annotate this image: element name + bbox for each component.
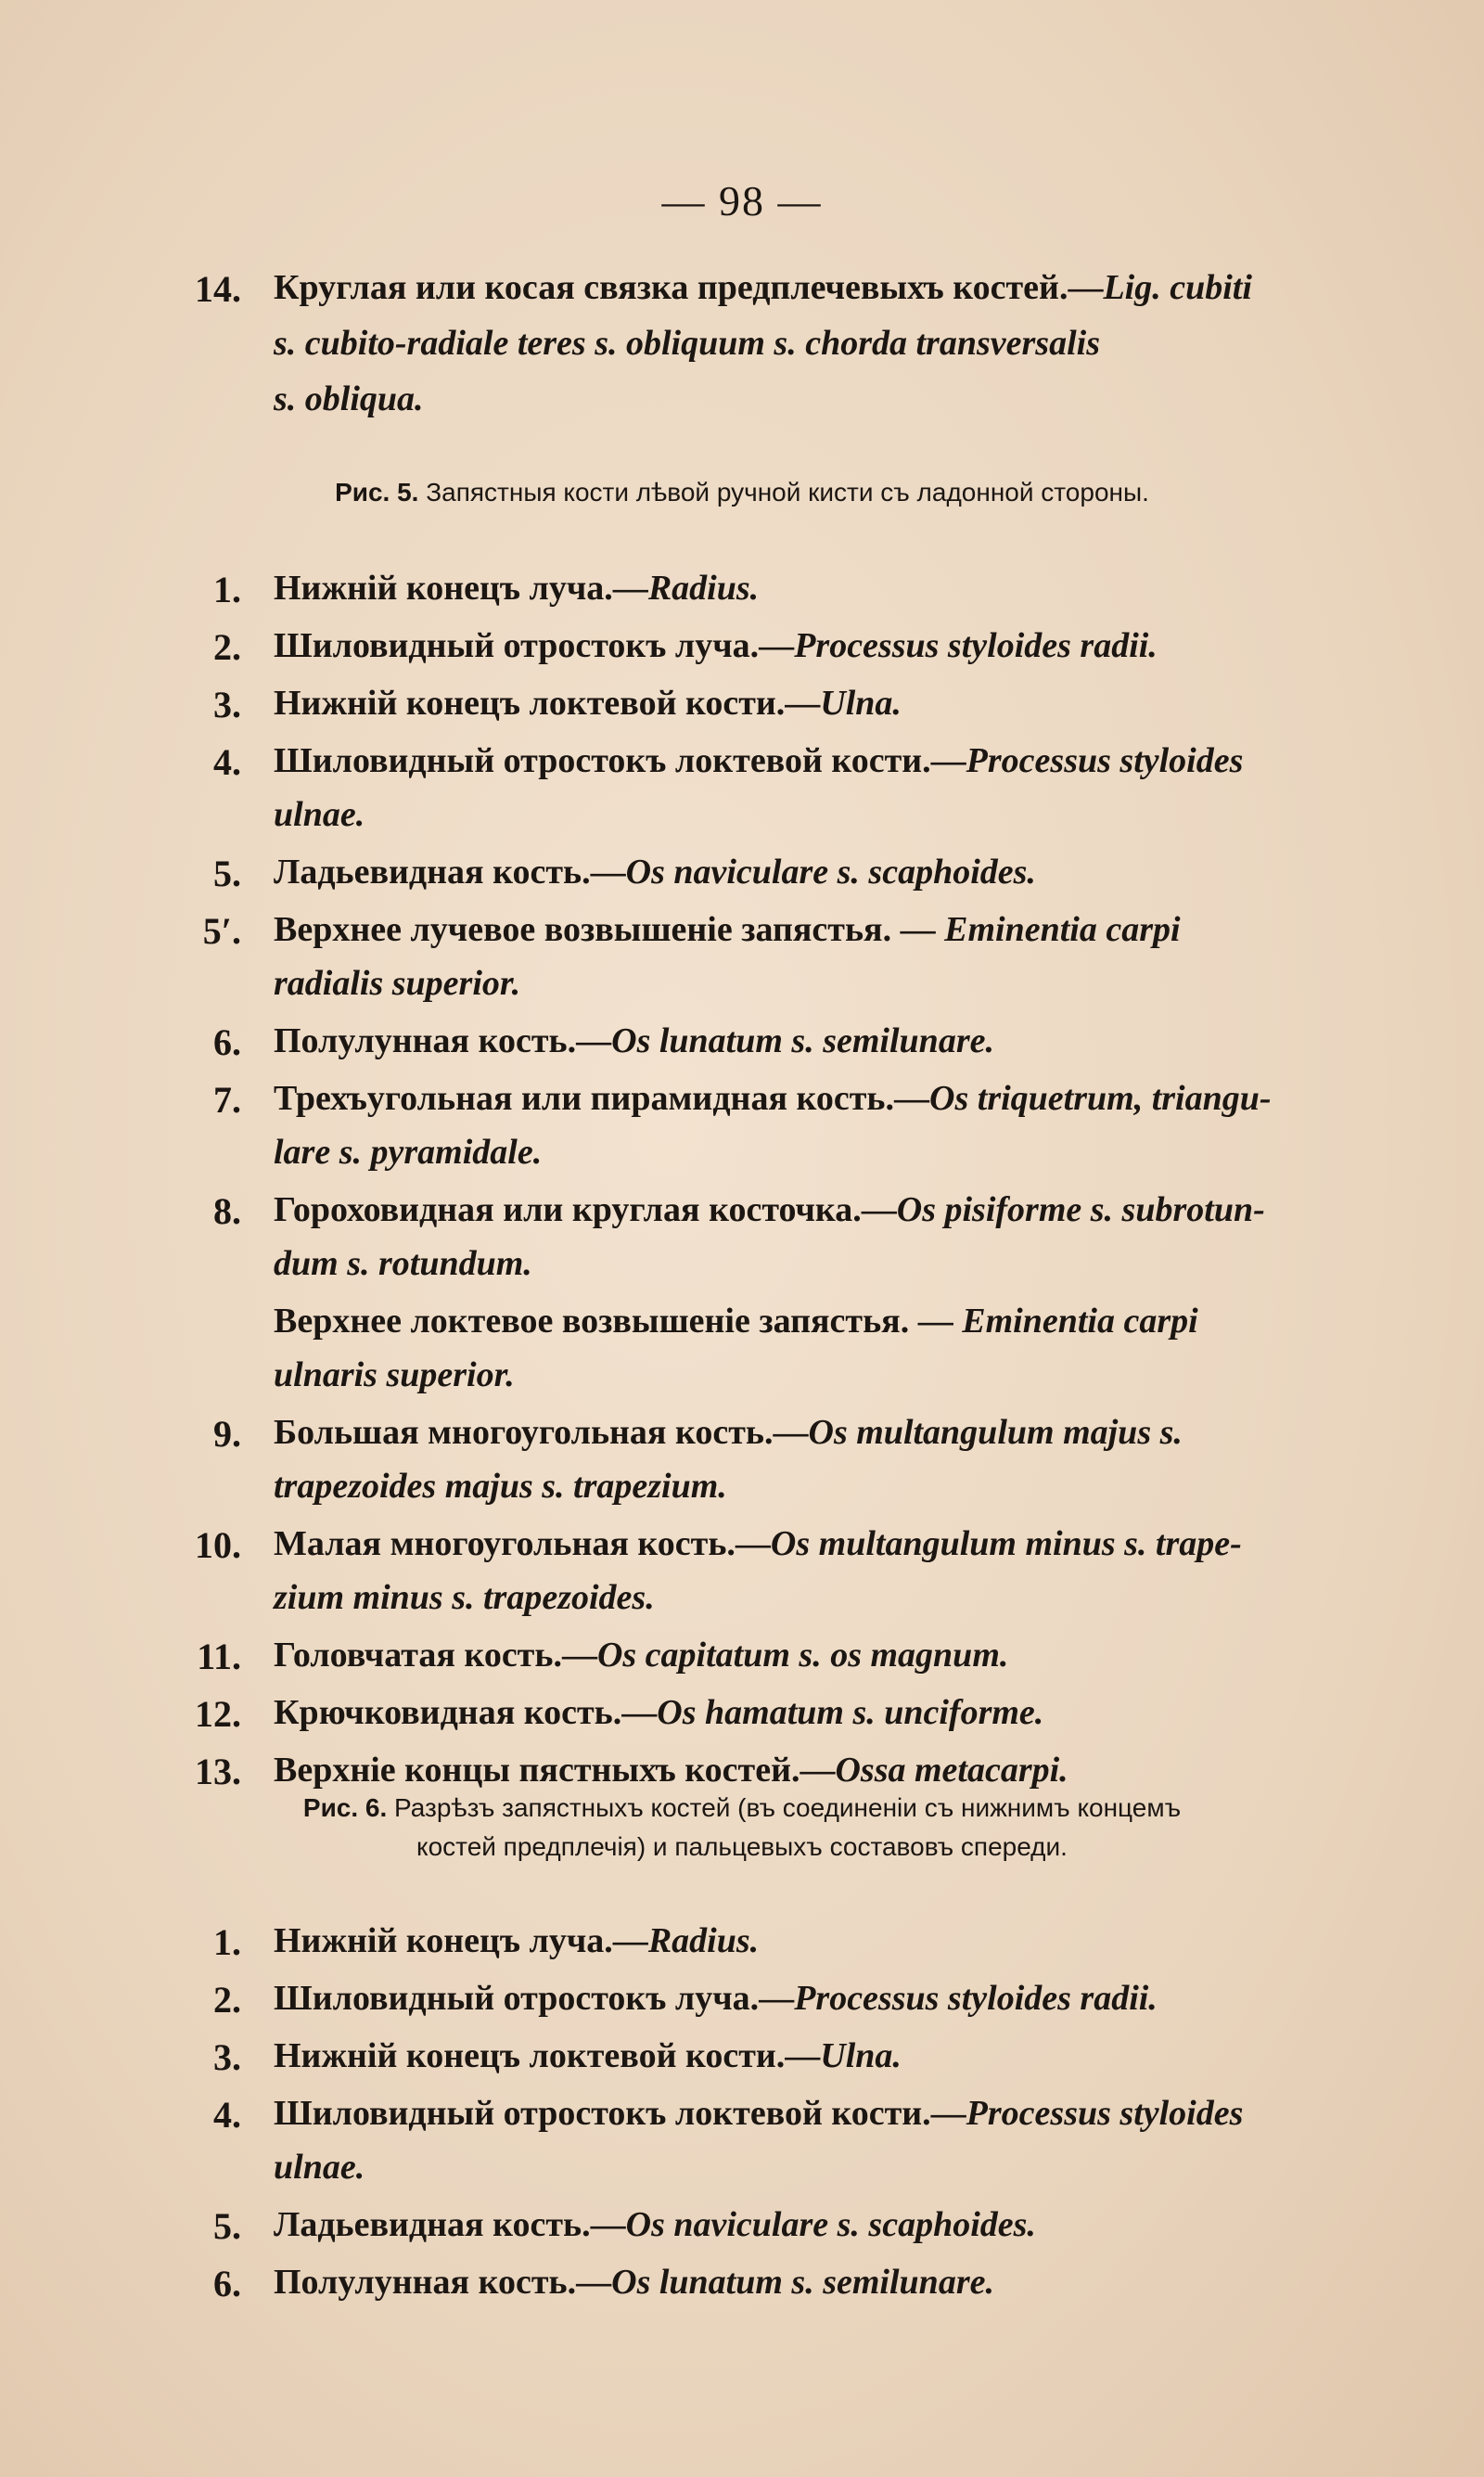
legend-line	[274, 2035, 902, 2076]
latin-term: Processus styloides	[966, 741, 1244, 780]
figure-label: Рис. 6.	[302, 1793, 388, 1822]
latin-term: Eminentia carpi	[944, 910, 1181, 949]
figure-label: Рис. 5.	[335, 478, 419, 507]
russian-term: Верхнее локтевое возвышеніе запястья. —	[274, 1302, 963, 1341]
latin-continuation: ulnae.	[274, 2148, 365, 2187]
legend-number: 5.	[213, 853, 241, 894]
legend-number: 6.	[213, 2263, 241, 2304]
legend-line	[274, 1078, 1272, 1119]
legend-line	[274, 568, 759, 609]
entry-line	[274, 267, 1252, 308]
russian-term: Верхніе концы пястныхъ костей.—	[274, 1751, 836, 1790]
latin-term: Os lunatum s. semilunare.	[611, 1021, 994, 1060]
legend-number: 9.	[213, 1413, 241, 1455]
russian-term: Ладьевидная кость.—	[274, 853, 626, 892]
legend-line	[274, 740, 1243, 781]
russian-term: Головчатая кость.—	[274, 1636, 597, 1675]
russian-term: Крючковидная кость.—	[274, 1693, 658, 1732]
latin-term: Os lunatum s. semilunare.	[611, 2263, 994, 2302]
legend-number: 2.	[213, 1979, 241, 2021]
latin-continuation: dum s. rotundum.	[274, 1244, 532, 1283]
legend-line	[274, 1412, 1183, 1453]
latin-term: Lig. cubiti	[1103, 268, 1252, 307]
russian-term: Нижній конецъ луча.—	[274, 569, 648, 608]
latin-term: Processus styloides radii.	[794, 1979, 1158, 2018]
legend-number: 11.	[197, 1636, 241, 1677]
latin-continuation: trapezoides majus s. trapezium.	[274, 1467, 727, 1506]
legend-line	[274, 2093, 1243, 2134]
latin-continuation: s. cubito-radiale teres s. obliquum s. chorda transversalis	[274, 324, 1100, 363]
latin-term: Os hamatum s. unciforme.	[657, 1693, 1044, 1732]
legend-line	[274, 625, 1158, 666]
russian-term: Малая многоугольная кость.—	[274, 1524, 771, 1563]
legend-line	[274, 1020, 994, 1061]
russian-term: Шиловидный отростокъ локтевой кости.—	[274, 741, 966, 780]
legend-number: 8.	[213, 1190, 241, 1232]
russian-term: Нижній конецъ локтевой кости.—	[274, 2036, 821, 2075]
russian-term: Нижній конецъ локтевой кости.—	[274, 684, 821, 723]
figure-6-caption-line-2: костей предплечія) и пальцевыхъ составовъ спереди.	[416, 1832, 1068, 1861]
latin-term: Radius.	[647, 569, 760, 608]
figure-6-caption	[0, 1793, 1484, 1823]
legend-number: 13.	[195, 1751, 241, 1792]
latin-term: Os naviculare s. scaphoides.	[625, 2205, 1036, 2244]
latin-term: Os naviculare s. scaphoides.	[625, 853, 1036, 892]
legend-line	[274, 1635, 1008, 1675]
legend-line	[274, 1523, 1242, 1564]
legend-line	[274, 1978, 1158, 2019]
latin-term: Os multangulum majus s.	[808, 1413, 1183, 1452]
latin-continuation: radialis superior.	[274, 964, 521, 1003]
russian-term: Шиловидный отростокъ луча.—	[274, 1979, 795, 2018]
legend-line	[274, 2204, 1036, 2245]
legend-line	[274, 852, 1036, 892]
legend-number: 3.	[213, 684, 241, 725]
legend-number: 6.	[213, 1021, 241, 1063]
russian-term: Ладьевидная кость.—	[274, 2205, 626, 2244]
latin-continuation: ulnaris superior.	[274, 1355, 515, 1394]
legend-line	[274, 1750, 1068, 1790]
latin-term: Os triquetrum, triangu-	[929, 1079, 1272, 1118]
russian-term: Гороховидная или круглая косточка.—	[274, 1190, 897, 1229]
russian-term: Шиловидный отростокъ локтевой кости.—	[274, 2094, 966, 2133]
russian-term: Полулунная кость.—	[274, 2263, 612, 2302]
legend-line	[274, 683, 902, 724]
legend-number: 4.	[213, 741, 241, 783]
page-number: — 98 —	[661, 177, 823, 225]
latin-term: Os multangulum minus s. trape-	[770, 1524, 1242, 1563]
latin-term: Radius.	[647, 1921, 760, 1960]
figure-5-caption	[0, 478, 1484, 507]
legend-number: 4.	[213, 2094, 241, 2136]
legend-line	[274, 1920, 759, 1961]
latin-term: Os pisiforme s. subrotun-	[896, 1190, 1265, 1229]
russian-term: Трехъугольная или пирамидная кость.—	[274, 1079, 930, 1118]
legend-line	[274, 1301, 1198, 1341]
latin-term: Ulna.	[820, 684, 902, 723]
latin-continuation: s. obliqua.	[274, 379, 424, 418]
latin-term: Processus styloides radii.	[794, 626, 1158, 665]
legend-number: 5.	[213, 2205, 241, 2247]
latin-continuation: ulnae.	[274, 795, 365, 834]
entry-number: 14.	[195, 268, 241, 310]
legend-number: 1.	[213, 1921, 241, 1963]
caption-text: Разрѣзъ запястныхъ костей (въ соединеніи съ нижнимъ концемъ	[394, 1793, 1182, 1822]
russian-term: Верхнее лучевое возвышеніе запястья. —	[274, 910, 945, 949]
legend-number: 1.	[213, 569, 241, 610]
russian-term: Круглая или косая связка предплечевыхъ костей.—	[274, 268, 1104, 307]
caption-text: Запястныя кости лѣвой ручной кисти съ ладонной стороны.	[426, 478, 1149, 507]
russian-term: Шиловидный отростокъ луча.—	[274, 626, 795, 665]
legend-line	[274, 1189, 1265, 1230]
latin-continuation: lare s. pyramidale.	[274, 1133, 543, 1172]
latin-term: Ossa metacarpi.	[835, 1751, 1068, 1790]
latin-term: Eminentia carpi	[962, 1302, 1198, 1341]
legend-line	[274, 1692, 1043, 1733]
legend-line	[274, 909, 1181, 950]
legend-line	[274, 2262, 994, 2303]
latin-term: Processus styloides	[966, 2094, 1244, 2133]
legend-number: 5′.	[202, 910, 241, 952]
legend-number: 10.	[195, 1524, 241, 1566]
legend-number: 12.	[195, 1693, 241, 1735]
russian-term: Нижній конецъ луча.—	[274, 1921, 648, 1960]
latin-continuation: zium minus s. trapezoides.	[274, 1578, 655, 1617]
latin-term: Ulna.	[820, 2036, 902, 2075]
legend-number: 3.	[213, 2036, 241, 2078]
legend-number: 2.	[213, 626, 241, 668]
legend-number: 7.	[213, 1079, 241, 1121]
latin-term: Os capitatum s. os magnum.	[596, 1636, 1009, 1675]
russian-term: Полулунная кость.—	[274, 1021, 612, 1060]
russian-term: Большая многоугольная кость.—	[274, 1413, 809, 1452]
